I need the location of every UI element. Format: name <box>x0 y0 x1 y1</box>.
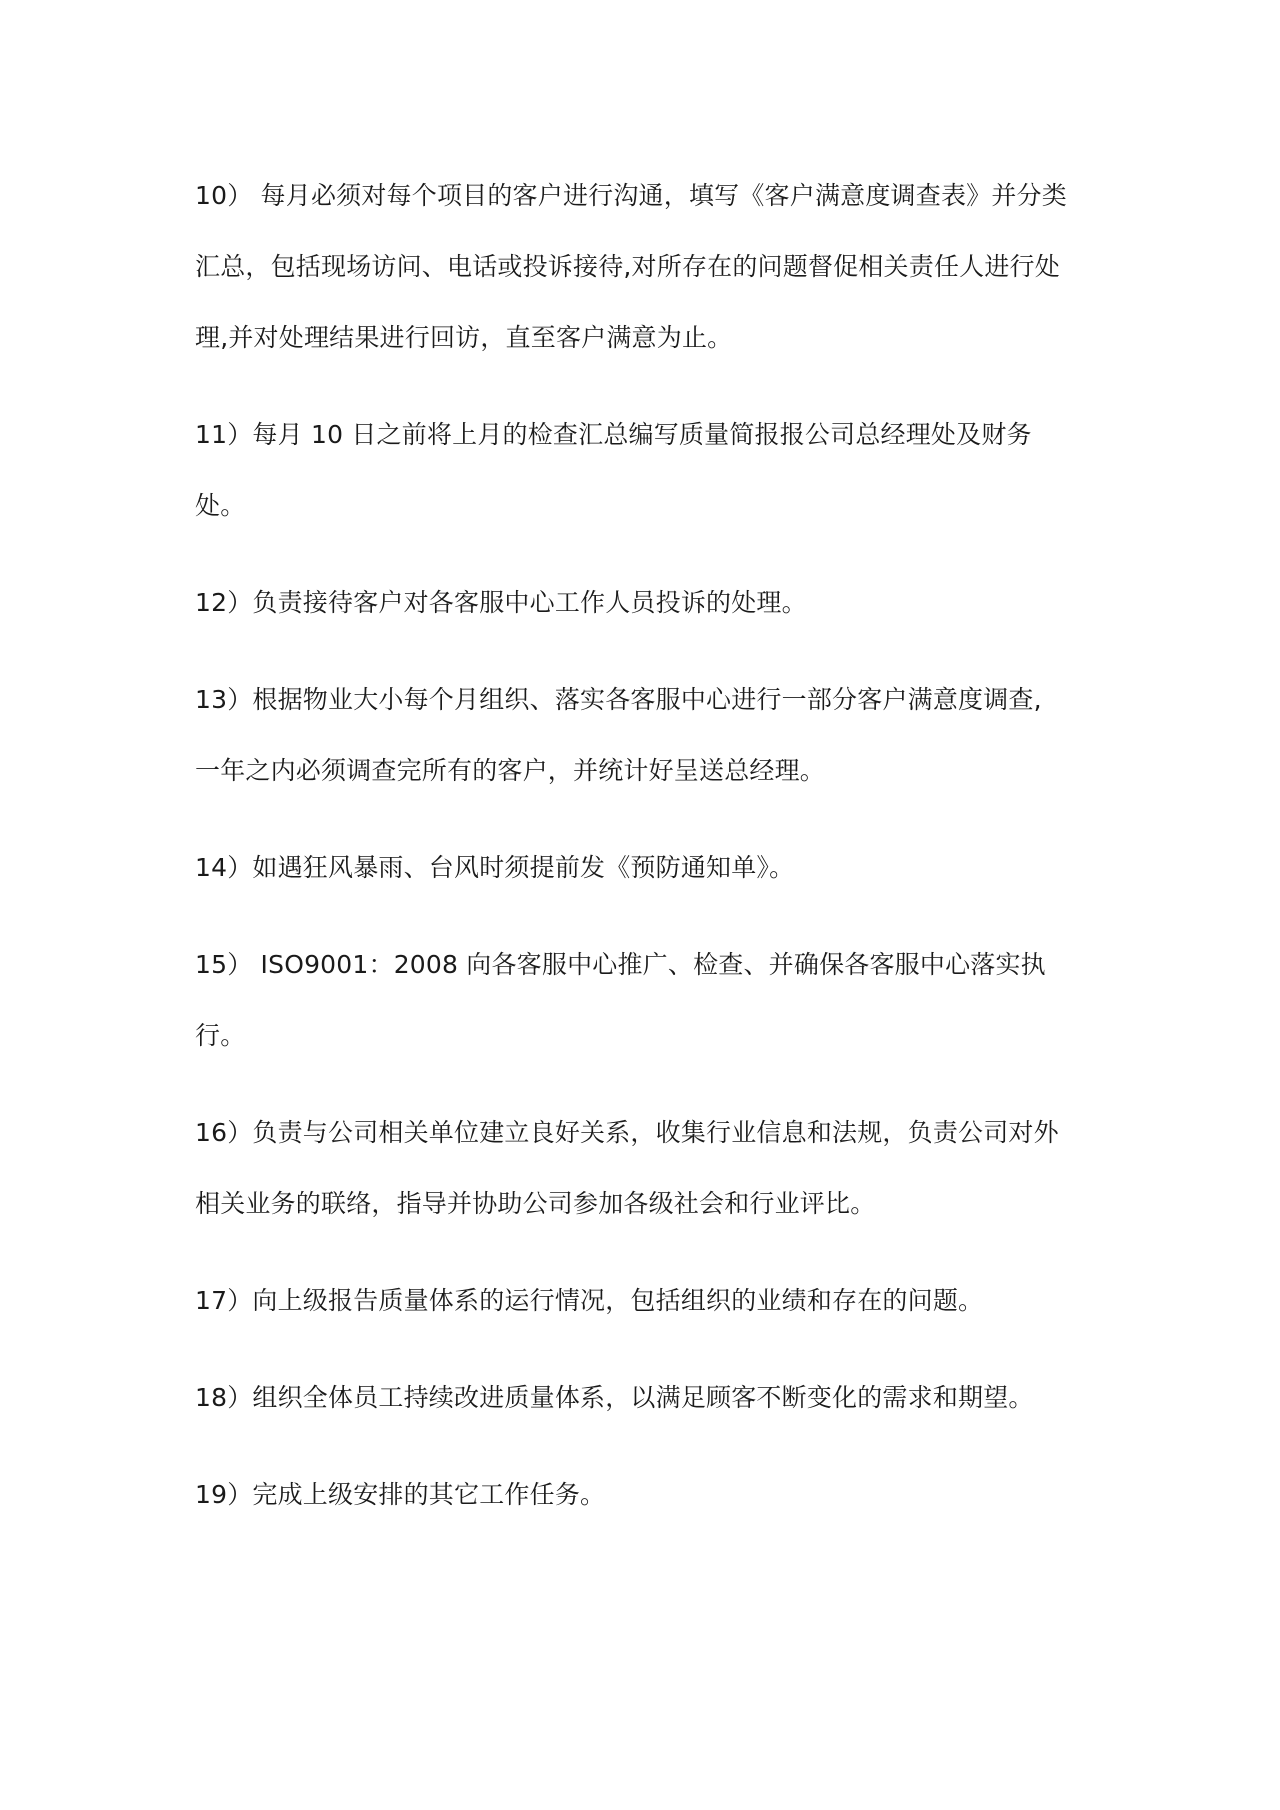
item-13 <box>195 664 1095 806</box>
item-11-line-2: 处。 <box>195 491 246 520</box>
item-18-line-1: 18）组织全体员工持续改进质量体系，以满足顾客不断变化的需求和期望。 <box>195 1383 1034 1412</box>
item-10-line-1: 10） 每月必须对每个项目的客户进行沟通，填写《客户满意度调查表》并分类 <box>195 181 1067 210</box>
item-15 <box>195 929 1095 1071</box>
item-16-line-2: 相关业务的联络，指导并协助公司参加各级社会和行业评比。 <box>195 1189 876 1218</box>
item-17 <box>195 1265 1095 1336</box>
item-15-line-2: 行。 <box>195 1021 246 1050</box>
item-13-line-1: 13）根据物业大小每个月组织、落实各客服中心进行一部分客户满意度调查, <box>195 685 1042 714</box>
item-11-line-1: 11）每月 10 日之前将上月的检查汇总编写质量简报报公司总经理处及财务 <box>195 420 1032 449</box>
item-11 <box>195 399 1095 541</box>
item-14 <box>195 832 1095 903</box>
item-19-line-1: 19）完成上级安排的其它工作任务。 <box>195 1480 606 1509</box>
item-10 <box>195 160 1095 373</box>
item-19 <box>195 1459 1095 1530</box>
item-10-line-2: 汇总，包括现场访问、电话或投诉接待,对所存在的问题督促相关责任人进行处 <box>195 252 1060 281</box>
document-body <box>195 160 1095 1556</box>
item-16 <box>195 1097 1095 1239</box>
item-14-line-1: 14）如遇狂风暴雨、台风时须提前发《预防通知单》。 <box>195 853 795 882</box>
item-12 <box>195 567 1095 638</box>
item-17-line-1: 17）向上级报告质量体系的运行情况，包括组织的业绩和存在的问题。 <box>195 1286 984 1315</box>
item-15-line-1: 15） ISO9001：2008 向各客服中心推广、检查、并确保各客服中心落实执 <box>195 950 1046 979</box>
item-10-line-3: 理,并对处理结果进行回访，直至客户满意为止。 <box>195 323 733 352</box>
item-16-line-1: 16）负责与公司相关单位建立良好关系，收集行业信息和法规，负责公司对外 <box>195 1118 1059 1147</box>
item-18 <box>195 1362 1095 1433</box>
item-12-line-1: 12）负责接待客户对各客服中心工作人员投诉的处理。 <box>195 588 807 617</box>
item-13-line-2: 一年之内必须调查完所有的客户，并统计好呈送总经理。 <box>195 756 826 785</box>
